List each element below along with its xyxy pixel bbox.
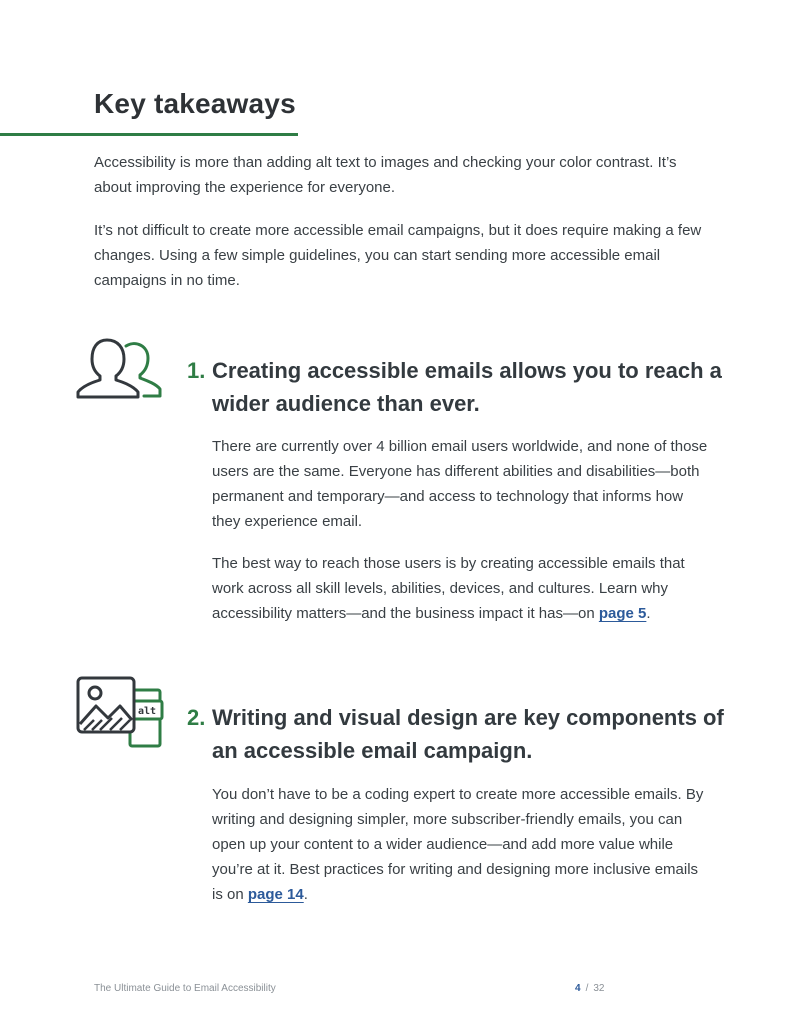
total-pages: 32 — [593, 983, 605, 994]
page-5-link[interactable]: page 5 — [598, 605, 647, 622]
users-icon — [74, 336, 166, 400]
title-underline — [0, 133, 298, 136]
paragraph-end: . — [646, 605, 651, 622]
alt-label: alt — [137, 706, 157, 717]
image-alt-icon — [74, 674, 166, 750]
intro-paragraph-1: Accessibility is more than adding alt text to images and checking your color contrast. It’s about improving the experience for everyone. — [94, 154, 677, 196]
takeaway-paragraph — [212, 782, 712, 907]
current-page: 4 — [575, 983, 581, 994]
takeaway-number: 2. — [187, 705, 206, 730]
page-14-link[interactable]: page 14 — [247, 886, 304, 903]
paragraph-end: . — [303, 886, 308, 903]
takeaway-paragraph: There are currently over 4 billion email users worldwide, and none of those users are the same. Everyone has different abilities and disabilities—both permanent and temporary—and access to technology that informs how they experience email. — [212, 438, 708, 530]
page-indicator — [575, 983, 604, 994]
page-separator: / — [585, 983, 589, 994]
takeaway-title: Creating accessible emails allows you to reach a wider audience than ever. — [212, 358, 722, 416]
takeaway-number: 1. — [187, 358, 206, 383]
intro-paragraph-2: It’s not difficult to create more accessible email campaigns, but it does require making a few changes. Using a few simple guidelines, you can start sending more accessible email campaigns in no time. — [94, 222, 702, 289]
takeaway-paragraph — [212, 551, 712, 626]
footer-title: The Ultimate Guide to Email Accessibility — [94, 983, 276, 994]
page-title: Key takeaways — [94, 88, 296, 119]
paragraph-text: You don’t have to be a coding expert to create more accessible emails. By writing and designing simpler, more subscriber-friendly emails, you can open up your content to a wider audience—and add more value while you’re at it. Best practices for writing and designing more inclusive emails is on — [212, 786, 704, 903]
takeaway-title: Writing and visual design are key components of an accessible email campaign. — [212, 705, 724, 763]
paragraph-text: The best way to reach those users is by creating accessible emails that work across all skill levels, abilities, devices, and cultures. Learn why accessibility matters—and the business impact it has—on — [212, 555, 685, 622]
